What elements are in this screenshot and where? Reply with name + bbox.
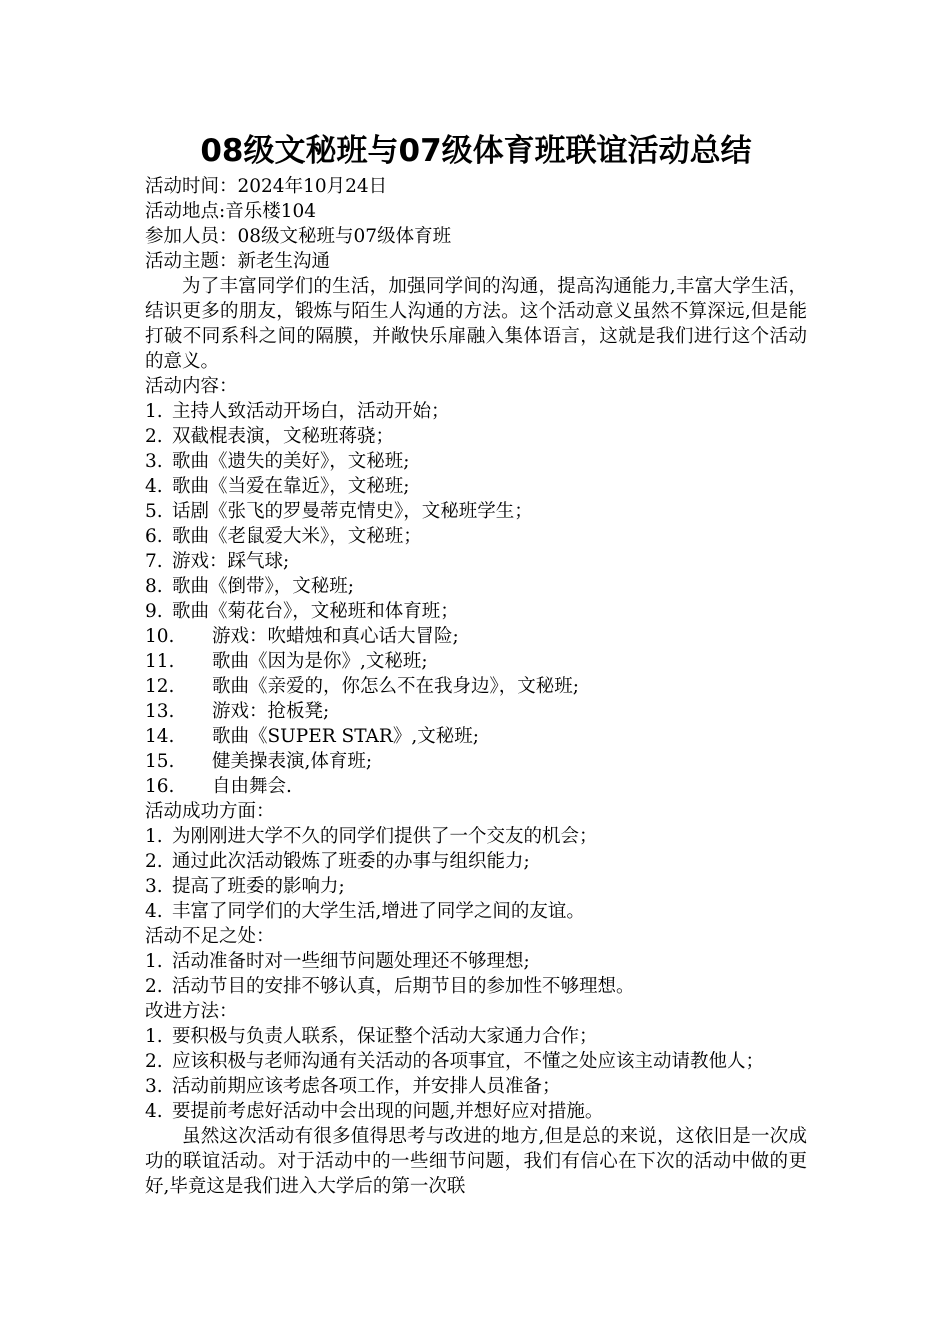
list-item-text: 歌曲《倒带》，文秘班; — [172, 576, 354, 597]
list-item-number: 12. — [145, 676, 175, 697]
list-item — [145, 599, 807, 624]
list-item — [145, 649, 807, 674]
list-item — [145, 974, 807, 999]
list-item-number: 13. — [145, 701, 175, 722]
intro-paragraph: 为了丰富同学们的生活，加强同学间的沟通，提高沟通能力,丰富大学生活，结识更多的朋友，锻炼与陌生人沟通的方法。这个活动意义虽然不算深远,但是能打破不同系科之间的隔膜，并敞快乐扉融入集体语言，这就是我们进行这个活动的意义。 — [145, 276, 807, 372]
list-item — [145, 624, 807, 649]
list-item-number: 9. — [145, 601, 163, 622]
list-item-number: 14. — [145, 726, 175, 747]
list-item — [145, 1024, 807, 1049]
list-item — [145, 874, 807, 899]
list-item-number: 7. — [145, 551, 163, 572]
list-item-text: 歌曲《遗失的美好》，文秘班; — [172, 451, 410, 472]
list-item-text: 话剧《张飞的罗曼蒂克情史》，文秘班学生； — [172, 501, 533, 522]
success-heading: 活动成功方面： — [145, 801, 275, 822]
list-item — [145, 524, 807, 549]
list-item-text: 歌曲《SUPER STAR》,文秘班; — [212, 726, 479, 747]
list-item — [145, 549, 807, 574]
list-item-number: 3. — [145, 876, 163, 897]
list-item-text: 歌曲《当爱在靠近》，文秘班; — [172, 476, 410, 497]
list-item-text: 应该积极与老师沟通有关活动的各项事宜，不懂之处应该主动请教他人； — [172, 1051, 765, 1072]
list-item — [145, 699, 807, 724]
list-item — [145, 1074, 807, 1099]
list-item-text: 要提前考虑好活动中会出现的问题,并想好应对措施。 — [172, 1101, 604, 1122]
list-item-text: 通过此次活动锻炼了班委的办事与组织能力; — [172, 851, 530, 872]
list-item-number: 2. — [145, 976, 163, 997]
activity-participants: 参加人员：08级文秘班与07级体育班 — [145, 226, 452, 247]
list-item-number: 6. — [145, 526, 163, 547]
list-item — [145, 899, 807, 924]
list-item-text: 歌曲《菊花台》，文秘班和体育班； — [172, 601, 459, 622]
document-page — [145, 128, 807, 1199]
list-item-text: 主持人致活动开场白，活动开始； — [172, 401, 450, 422]
improve-list — [145, 1024, 807, 1124]
list-item-number: 2. — [145, 426, 163, 447]
list-item — [145, 849, 807, 874]
list-item-text: 游戏：吹蜡烛和真心话大冒险; — [212, 626, 459, 647]
list-item — [145, 499, 807, 524]
list-item-number: 1. — [145, 1026, 163, 1047]
list-item-number: 10. — [145, 626, 175, 647]
content-list — [145, 399, 807, 799]
list-item-text: 双截棍表演，文秘班蒋骁； — [172, 426, 395, 447]
list-item — [145, 674, 807, 699]
list-item-text: 游戏：踩气球; — [172, 551, 290, 572]
list-item-number: 4. — [145, 476, 163, 497]
success-list — [145, 824, 807, 924]
list-item — [145, 724, 807, 749]
list-item — [145, 1049, 807, 1074]
document-title: 08级文秘班与07级体育班联谊活动总结 — [200, 133, 752, 169]
list-item-text: 歌曲《因为是你》,文秘班; — [212, 651, 428, 672]
list-item — [145, 424, 807, 449]
list-item — [145, 474, 807, 499]
list-item-number: 2. — [145, 851, 163, 872]
list-item-text: 要积极与负责人联系，保证整个活动大家通力合作； — [172, 1026, 598, 1047]
list-item-number: 3. — [145, 1076, 163, 1097]
list-item — [145, 824, 807, 849]
list-item-text: 提高了班委的影响力; — [172, 876, 345, 897]
list-item-text: 歌曲《老鼠爱大米》，文秘班； — [172, 526, 422, 547]
list-item-number: 4. — [145, 1101, 163, 1122]
improve-heading: 改进方法： — [145, 1001, 238, 1022]
list-item — [145, 749, 807, 774]
list-item — [145, 1099, 807, 1124]
shortcoming-heading: 活动不足之处： — [145, 926, 275, 947]
list-item-text: 游戏：抢板凳; — [212, 701, 330, 722]
list-item-text: 活动节目的安排不够认真，后期节目的参加性不够理想。 — [172, 976, 635, 997]
list-item-number: 1. — [145, 951, 163, 972]
activity-time: 活动时间：2024年10月24日 — [145, 176, 388, 197]
list-item-number: 8. — [145, 576, 163, 597]
list-item-text: 健美操表演,体育班; — [212, 751, 373, 772]
content-heading: 活动内容： — [145, 376, 238, 397]
activity-theme: 活动主题：新老生沟通 — [145, 251, 331, 272]
list-item-number: 5. — [145, 501, 163, 522]
list-item-text: 歌曲《亲爱的，你怎么不在我身边》，文秘班; — [212, 676, 579, 697]
list-item — [145, 949, 807, 974]
list-item-number: 3. — [145, 451, 163, 472]
list-item-number: 11. — [145, 651, 175, 672]
list-item-number: 1. — [145, 826, 163, 847]
conclusion-paragraph: 虽然这次活动有很多值得思考与改进的地方,但是总的来说，这依旧是一次成功的联谊活动。对于活动中的一些细节问题，我们有信心在下次的活动中做的更好,毕竟这是我们进入大学后的第一次联 — [145, 1126, 807, 1197]
activity-location: 活动地点:音乐楼104 — [145, 201, 317, 222]
list-item-number: 2. — [145, 1051, 163, 1072]
shortcoming-list — [145, 949, 807, 999]
list-item-number: 4. — [145, 901, 163, 922]
list-item-number: 1. — [145, 401, 163, 422]
list-item-number: 16. — [145, 776, 175, 797]
list-item-text: 丰富了同学们的大学生活,增进了同学之间的友谊。 — [172, 901, 585, 922]
list-item-text: 自由舞会. — [212, 776, 292, 797]
list-item — [145, 399, 807, 424]
list-item-text: 活动准备时对一些细节问题处理还不够理想; — [172, 951, 530, 972]
list-item-text: 活动前期应该考虑各项工作，并安排人员准备； — [172, 1076, 561, 1097]
list-item-text: 为刚刚进大学不久的同学们提供了一个交友的机会； — [172, 826, 598, 847]
list-item — [145, 574, 807, 599]
list-item — [145, 449, 807, 474]
list-item-number: 15. — [145, 751, 175, 772]
list-item — [145, 774, 807, 799]
